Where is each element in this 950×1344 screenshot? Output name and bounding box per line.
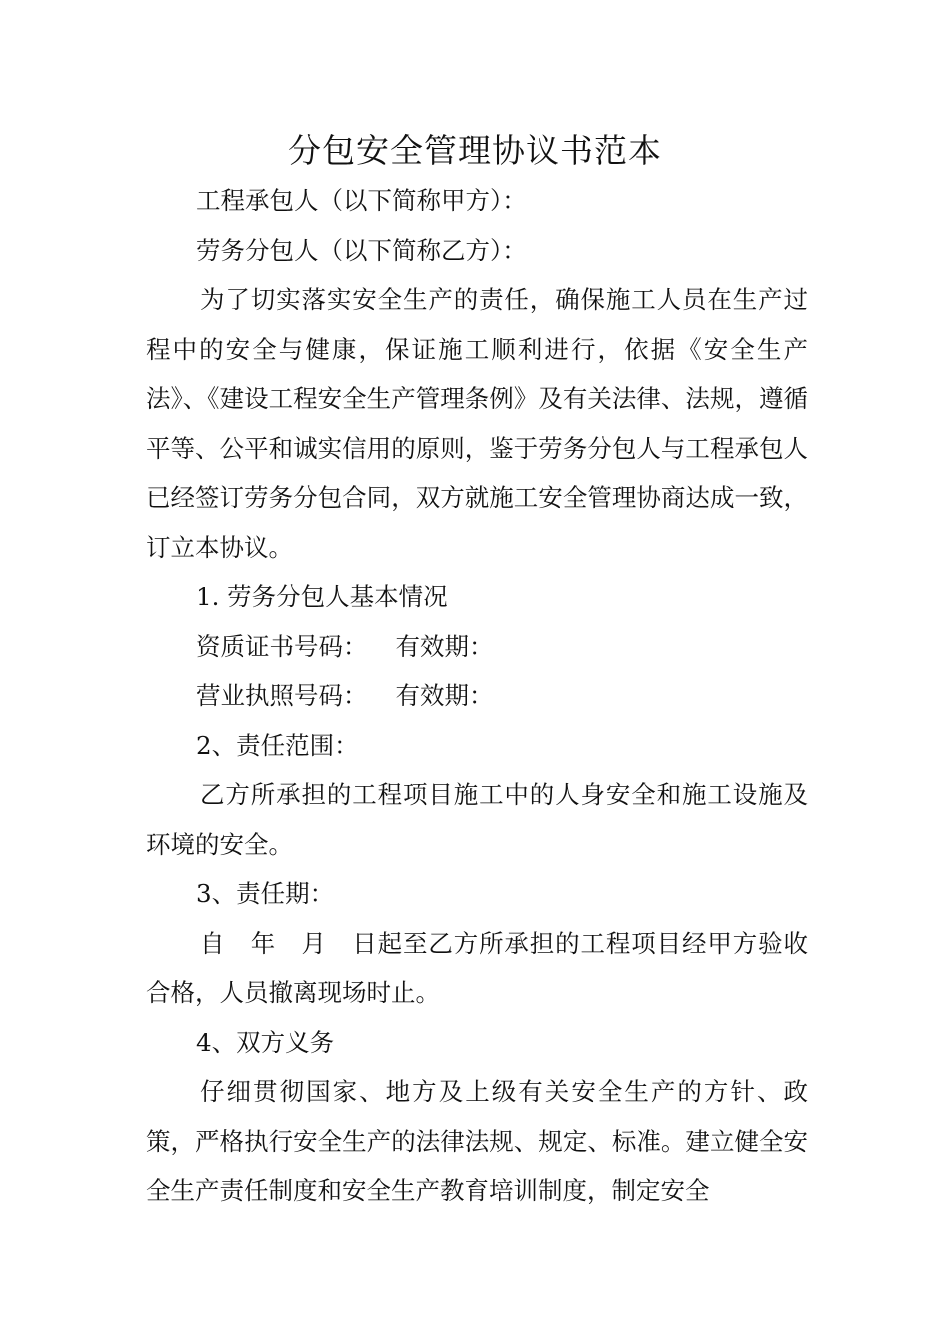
qualification-validity-label: 有效期： [395, 631, 494, 661]
section-2-text: 乙方所承担的工程项目施工中的人身安全和施工设施及环境的安全。 [146, 780, 808, 859]
section-3-heading: 3、责任期： [196, 879, 335, 908]
license-label: 营业执照号码： [196, 681, 368, 710]
qualification-field [146, 622, 808, 672]
party-a-line: 工程承包人（以下简称甲方）： [196, 186, 527, 215]
license-field [146, 671, 808, 721]
preamble-paragraph: 为了切实落实安全生产的责任，确保施工人员在生产过程中的安全与健康，保证施工顺利进行，依据《安全生产法》、《建设工程安全生产管理条例》及有关法律、法规，遵循平等、公平和诚实信用的原则，鉴于劳务分包人与工程承包人已经签订劳务分包合同，双方就施工安全管理协商达成一致，订立本协议。 [146, 285, 808, 562]
qualification-label: 资质证书号码： [196, 631, 368, 661]
party-b-line: 劳务分包人（以下简称乙方）： [196, 235, 527, 265]
section-3-text: 自 年 月 日起至乙方所承担的工程项目经甲方验收合格，人员撤离现场时止。 [146, 928, 808, 1007]
section-2-heading: 2、责任范围： [196, 730, 359, 760]
document-body [146, 176, 808, 1216]
document-title: 分包安全管理协议书范本 [288, 131, 662, 170]
section-4-heading: 4、双方义务 [196, 1027, 335, 1057]
section-1-heading: 1. 劳务分包人基本情况 [196, 582, 448, 611]
section-4-text: 仔细贯彻国家、地方及上级有关安全生产的方针、政策，严格执行安全生产的法律法规、规定、标准。建立健全安全生产责任制度和安全生产教育培训制度，制定安全 [146, 1077, 808, 1205]
license-validity-label: 有效期： [395, 681, 494, 710]
